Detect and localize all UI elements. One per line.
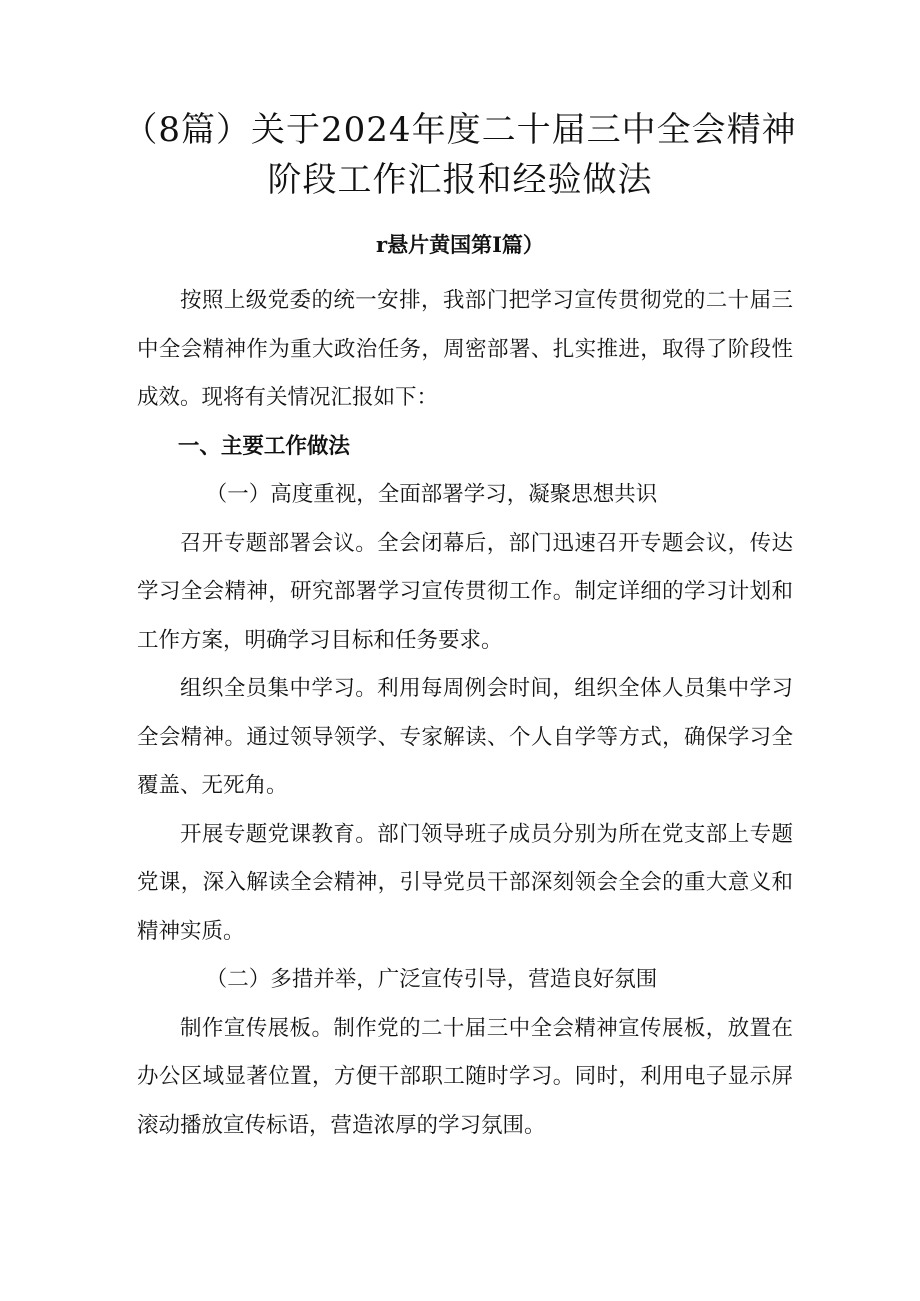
body-paragraph: 制作宣传展板。制作党的二十届三中全会精神宣传展板，放置在办公区域显著位置，方便干部职工随时学习。同时，利用电子显示屏滚动播放宣传标语，营造浓厚的学习氛围。 <box>137 1015 793 1138</box>
body-paragraph: 召开专题部署会议。全会闭幕后，部门迅速召开专题会议，传达学习全会精神，研究部署学习宣传贯彻工作。制定详细的学习计划和工作方案，明确学习目标和任务要求。 <box>137 530 793 653</box>
document-title-line-1: （8篇）关于2024年度二十届三中全会精神 <box>123 110 797 150</box>
intro-paragraph: 按照上级党委的统一安排，我部门把学习宣传贯彻党的二十届三中全会精神作为重大政治任务，周密部署、扎实推进，取得了阶段性成效。现将有关情况汇报如下： <box>137 288 793 410</box>
document-title-line-2: 阶段工作汇报和经验做法 <box>267 160 653 200</box>
subsection-heading: （二）多措并举，广泛宣传引导，营造良好氛围 <box>205 967 658 992</box>
section-heading: 一、主要工作做法 <box>177 433 350 459</box>
document-body <box>137 277 793 1150</box>
body-paragraph: 开展专题党课教育。部门领导班子成员分别为所在党支部上专题党课，深入解读全会精神，引导党员干部深刻领会全会的重大意义和精神实质。 <box>137 821 793 944</box>
document-subtitle: r悬片黄国第I篇） <box>376 232 544 257</box>
subsection-heading: （一）高度重视，全面部署学习，凝聚思想共识 <box>205 482 658 507</box>
body-paragraph: 组织全员集中学习。利用每周例会时间，组织全体人员集中学习全会精神。通过领导领学、专家解读、个人自学等方式，确保学习全覆盖、无死角。 <box>137 676 793 798</box>
